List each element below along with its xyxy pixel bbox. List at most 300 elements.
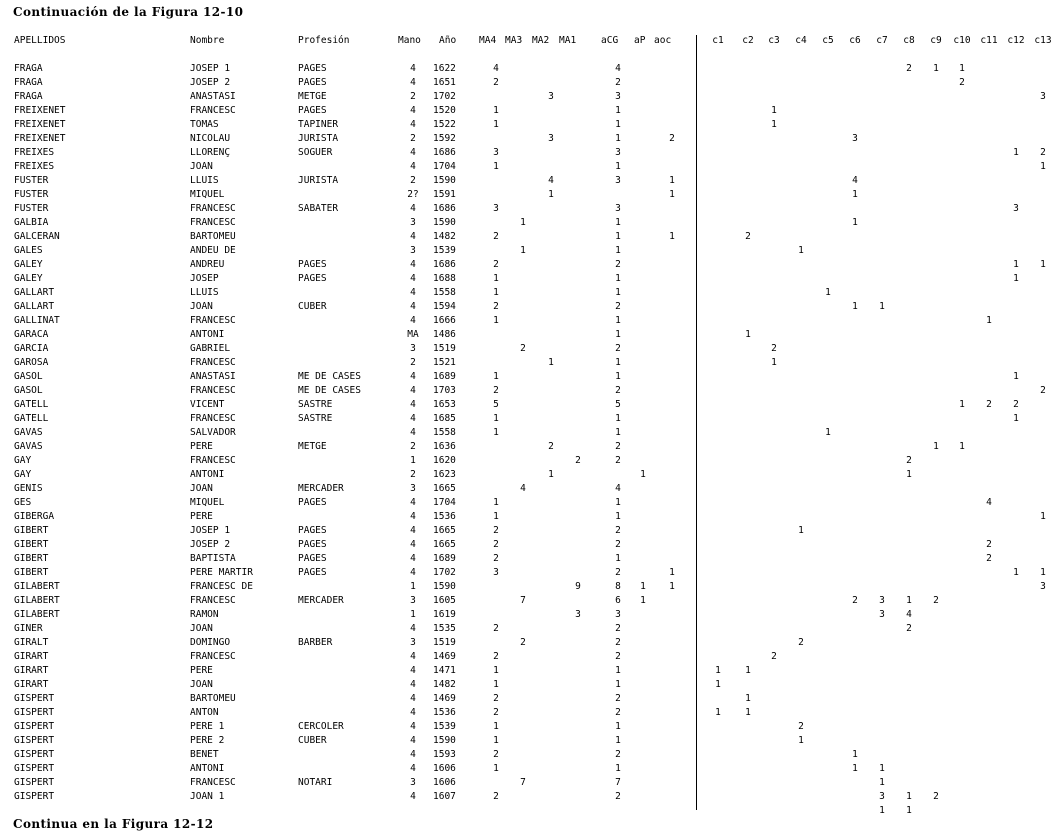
ma-cell: 3 xyxy=(548,91,554,102)
nombre-cell: ANDREU xyxy=(190,259,225,270)
apellido-cell: GALLART xyxy=(14,301,55,312)
mano-cell: 4 xyxy=(410,385,416,396)
mano-cell: 4 xyxy=(410,259,416,270)
mano-cell: 3 xyxy=(410,217,416,228)
mano-cell: 4 xyxy=(410,413,416,424)
profesion-cell: PAGES xyxy=(298,77,327,88)
table-row xyxy=(0,133,1057,147)
col-c13: c13 xyxy=(1034,35,1052,46)
acg-cell: 3 xyxy=(615,175,621,186)
table-row xyxy=(0,679,1057,693)
acg-cell: 1 xyxy=(615,735,621,746)
ma-cell: 9 xyxy=(575,581,581,592)
c-cell: 1 xyxy=(825,427,831,438)
mano-cell: 4 xyxy=(410,63,416,74)
ano-cell: 1592 xyxy=(433,133,456,144)
mano-cell: 3 xyxy=(410,245,416,256)
acg-cell: 7 xyxy=(615,777,621,788)
acg-cell: 1 xyxy=(615,217,621,228)
col-ano: Año xyxy=(439,35,457,46)
ma-cell: 4 xyxy=(493,63,499,74)
aoc-cell: 1 xyxy=(669,581,675,592)
table-row xyxy=(0,791,1057,805)
mano-cell: 4 xyxy=(410,553,416,564)
c-cell: 2 xyxy=(986,553,992,564)
table-row xyxy=(0,105,1057,119)
ma-cell: 1 xyxy=(493,763,499,774)
acg-cell: 2 xyxy=(615,539,621,550)
mano-cell: 4 xyxy=(410,707,416,718)
c-cell: 2 xyxy=(852,595,858,606)
col-c7: c7 xyxy=(876,35,888,46)
nombre-cell: ANTONI xyxy=(190,469,225,480)
c-cell: 3 xyxy=(879,791,885,802)
ano-cell: 1686 xyxy=(433,203,456,214)
c-cell: 1 xyxy=(852,217,858,228)
nombre-cell: PERE xyxy=(190,511,213,522)
apellido-cell: GIBERT xyxy=(14,567,49,578)
mano-cell: 2 xyxy=(410,175,416,186)
col-aoc: aoc xyxy=(654,35,672,46)
ma-cell: 1 xyxy=(493,721,499,732)
acg-cell: 2 xyxy=(615,259,621,270)
c-cell: 2 xyxy=(933,791,939,802)
nombre-cell: JOSEP xyxy=(190,273,219,284)
col-ap: aP xyxy=(634,35,646,46)
profesion-cell: CERCOLER xyxy=(298,721,344,732)
nombre-cell: FRANCESC xyxy=(190,315,236,326)
mano-cell: 4 xyxy=(410,735,416,746)
nombre-cell: SALVADOR xyxy=(190,427,236,438)
ap-cell: 1 xyxy=(640,595,646,606)
table-row xyxy=(0,721,1057,735)
ano-cell: 1590 xyxy=(433,175,456,186)
mano-cell: 4 xyxy=(410,315,416,326)
profesion-cell: ME DE CASES xyxy=(298,385,361,396)
ma-cell: 2 xyxy=(493,77,499,88)
c-cell: 3 xyxy=(852,133,858,144)
ma-cell: 1 xyxy=(493,665,499,676)
aoc-cell: 1 xyxy=(669,231,675,242)
nombre-cell: JOSEP 1 xyxy=(190,525,231,536)
table-row xyxy=(0,343,1057,357)
mano-cell: 4 xyxy=(410,287,416,298)
c-cell: 2 xyxy=(906,455,912,466)
profesion-cell: NOTARI xyxy=(298,777,333,788)
table-row xyxy=(0,63,1057,77)
acg-cell: 2 xyxy=(615,749,621,760)
mano-cell: 4 xyxy=(410,147,416,158)
acg-cell: 2 xyxy=(615,455,621,466)
nombre-cell: ANASTASI xyxy=(190,91,236,102)
mano-cell: 4 xyxy=(410,371,416,382)
ma-cell: 1 xyxy=(493,315,499,326)
acg-cell: 1 xyxy=(615,245,621,256)
c-cell: 1 xyxy=(959,399,965,410)
ma-cell: 2 xyxy=(493,385,499,396)
acg-cell: 1 xyxy=(615,231,621,242)
aoc-cell: 1 xyxy=(669,189,675,200)
profesion-cell: CUBER xyxy=(298,735,327,746)
col-c2: c2 xyxy=(742,35,754,46)
mano-cell: 3 xyxy=(410,595,416,606)
mano-cell: 4 xyxy=(410,791,416,802)
c-cell: 1 xyxy=(906,595,912,606)
table-row xyxy=(0,315,1057,329)
acg-cell: 1 xyxy=(615,357,621,368)
c-cell: 1 xyxy=(715,679,721,690)
nombre-cell: FRANCESC xyxy=(190,455,236,466)
c-cell: 1 xyxy=(771,105,777,116)
ano-cell: 1665 xyxy=(433,483,456,494)
c-cell: 1 xyxy=(771,357,777,368)
profesion-cell: PAGES xyxy=(298,259,327,270)
c-cell: 2 xyxy=(906,63,912,74)
apellido-cell: GAVAS xyxy=(14,427,43,438)
ano-cell: 1702 xyxy=(433,567,456,578)
mano-cell: 1 xyxy=(410,609,416,620)
mano-cell: 3 xyxy=(410,637,416,648)
ma-cell: 4 xyxy=(520,483,526,494)
nombre-cell: JOSEP 2 xyxy=(190,77,231,88)
ano-cell: 1620 xyxy=(433,455,456,466)
c-cell: 1 xyxy=(933,441,939,452)
col-c4: c4 xyxy=(795,35,807,46)
nombre-cell: ANASTASI xyxy=(190,371,236,382)
acg-cell: 2 xyxy=(615,525,621,536)
aoc-cell: 2 xyxy=(669,133,675,144)
table-row xyxy=(0,581,1057,595)
nombre-cell: FRANCESC xyxy=(190,357,236,368)
apellido-cell: FUSTER xyxy=(14,175,49,186)
ano-cell: 1469 xyxy=(433,651,456,662)
table-row xyxy=(0,161,1057,175)
apellido-cell: GIRART xyxy=(14,651,49,662)
ano-cell: 1686 xyxy=(433,259,456,270)
c-cell: 1 xyxy=(745,693,751,704)
apellido-cell: GES xyxy=(14,497,32,508)
mano-cell: 4 xyxy=(410,301,416,312)
nombre-cell: BAPTISTA xyxy=(190,553,236,564)
mano-cell: 4 xyxy=(410,623,416,634)
mano-cell: 4 xyxy=(410,525,416,536)
mano-cell: 4 xyxy=(410,567,416,578)
table-row xyxy=(0,665,1057,679)
figure-heading: Continuación de la Figura 12-10 xyxy=(13,5,244,19)
apellido-cell: FREIXES xyxy=(14,147,55,158)
acg-cell: 1 xyxy=(615,427,621,438)
aoc-cell: 1 xyxy=(669,567,675,578)
table-row xyxy=(0,371,1057,385)
table-row xyxy=(0,539,1057,553)
mano-cell: 4 xyxy=(410,231,416,242)
ano-cell: 1536 xyxy=(433,707,456,718)
nombre-cell: FRANCESC DE xyxy=(190,581,253,592)
nombre-cell: ANTON xyxy=(190,707,219,718)
apellido-cell: FRAGA xyxy=(14,63,43,74)
table-row xyxy=(0,91,1057,105)
nombre-cell: ANTONI xyxy=(190,763,225,774)
acg-cell: 1 xyxy=(615,413,621,424)
ma-cell: 1 xyxy=(493,679,499,690)
nombre-cell: JOSEP 1 xyxy=(190,63,231,74)
c-cell: 1 xyxy=(1013,273,1019,284)
ma-cell: 1 xyxy=(493,497,499,508)
ano-cell: 1702 xyxy=(433,91,456,102)
apellido-cell: GALEY xyxy=(14,259,43,270)
col-c3: c3 xyxy=(768,35,780,46)
table-row xyxy=(0,763,1057,777)
apellido-cell: GIBERT xyxy=(14,525,49,536)
profesion-cell: JURISTA xyxy=(298,175,339,186)
acg-cell: 1 xyxy=(615,665,621,676)
nombre-cell: MIQUEL xyxy=(190,189,225,200)
c-cell: 1 xyxy=(852,763,858,774)
nombre-cell: BENET xyxy=(190,749,219,760)
ma-cell: 3 xyxy=(575,609,581,620)
c-cell: 2 xyxy=(771,651,777,662)
c-cell: 1 xyxy=(906,791,912,802)
apellido-cell: GAROSA xyxy=(14,357,49,368)
nombre-cell: FRANCESC xyxy=(190,651,236,662)
mano-cell: 4 xyxy=(410,497,416,508)
mano-cell: 1 xyxy=(410,581,416,592)
acg-cell: 1 xyxy=(615,371,621,382)
table-row xyxy=(0,329,1057,343)
mano-cell: 4 xyxy=(410,203,416,214)
c-cell: 1 xyxy=(879,763,885,774)
mano-cell: 4 xyxy=(410,273,416,284)
ma-cell: 2 xyxy=(493,707,499,718)
c-cell: 1 xyxy=(933,63,939,74)
col-c6: c6 xyxy=(849,35,861,46)
acg-cell: 8 xyxy=(615,581,621,592)
mano-cell: 4 xyxy=(410,511,416,522)
nombre-cell: FRANCESC xyxy=(190,385,236,396)
mano-cell: 1 xyxy=(410,455,416,466)
col-ma2: MA2 xyxy=(532,35,550,46)
apellido-cell: GARACA xyxy=(14,329,49,340)
nombre-cell: JOAN xyxy=(190,301,213,312)
ano-cell: 1689 xyxy=(433,371,456,382)
ma-cell: 2 xyxy=(493,301,499,312)
mano-cell: 4 xyxy=(410,679,416,690)
mano-cell: 4 xyxy=(410,693,416,704)
aoc-cell: 1 xyxy=(669,175,675,186)
c-cell: 1 xyxy=(1040,567,1046,578)
ano-cell: 1594 xyxy=(433,301,456,312)
table-row xyxy=(0,259,1057,273)
c-cell: 1 xyxy=(745,329,751,340)
acg-cell: 2 xyxy=(615,567,621,578)
col-c1: c1 xyxy=(712,35,724,46)
ano-cell: 1558 xyxy=(433,287,456,298)
profesion-cell: PAGES xyxy=(298,63,327,74)
nombre-cell: PERE 2 xyxy=(190,735,225,746)
table-row xyxy=(0,623,1057,637)
acg-cell: 2 xyxy=(615,77,621,88)
acg-cell: 1 xyxy=(615,497,621,508)
c-cell: 1 xyxy=(1013,567,1019,578)
table-row xyxy=(0,707,1057,721)
profesion-cell: PAGES xyxy=(298,553,327,564)
table-row xyxy=(0,77,1057,91)
ma-cell: 1 xyxy=(493,735,499,746)
profesion-cell: METGE xyxy=(298,91,327,102)
mano-cell: MA xyxy=(407,329,419,340)
ma-cell: 1 xyxy=(548,469,554,480)
mano-cell: 3 xyxy=(410,343,416,354)
apellido-cell: GIRALT xyxy=(14,637,49,648)
ma-cell: 2 xyxy=(493,623,499,634)
mano-cell: 4 xyxy=(410,399,416,410)
ano-cell: 1539 xyxy=(433,721,456,732)
profesion-cell: MERCADER xyxy=(298,595,344,606)
ma-cell: 2 xyxy=(493,231,499,242)
ano-cell: 1623 xyxy=(433,469,456,480)
acg-cell: 5 xyxy=(615,399,621,410)
apellido-cell: FREIXENET xyxy=(14,119,66,130)
nombre-cell: ANTONI xyxy=(190,329,225,340)
ma-cell: 2 xyxy=(493,651,499,662)
apellido-cell: FUSTER xyxy=(14,203,49,214)
apellido-cell: GILABERT xyxy=(14,581,60,592)
profesion-cell: CUBER xyxy=(298,301,327,312)
c-cell: 3 xyxy=(879,609,885,620)
profesion-cell: PAGES xyxy=(298,525,327,536)
ano-cell: 1590 xyxy=(433,217,456,228)
mano-cell: 3 xyxy=(410,483,416,494)
apellido-cell: GALLART xyxy=(14,287,55,298)
apellido-cell: FREIXENET xyxy=(14,133,66,144)
c-cell: 1 xyxy=(1013,147,1019,158)
table-row xyxy=(0,637,1057,651)
mano-cell: 4 xyxy=(410,77,416,88)
apellido-cell: GISPERT xyxy=(14,721,55,732)
table-row xyxy=(0,651,1057,665)
table-row xyxy=(0,567,1057,581)
table-row xyxy=(0,469,1057,483)
ma-cell: 2 xyxy=(493,539,499,550)
ma-cell: 1 xyxy=(520,245,526,256)
ma-cell: 3 xyxy=(493,147,499,158)
apellido-cell: GISPERT xyxy=(14,777,55,788)
apellido-cell: GISPERT xyxy=(14,791,55,802)
ma-cell: 1 xyxy=(493,273,499,284)
ma-cell: 1 xyxy=(548,357,554,368)
table-row xyxy=(0,287,1057,301)
mano-cell: 3 xyxy=(410,777,416,788)
nombre-cell: JOAN xyxy=(190,161,213,172)
ano-cell: 1606 xyxy=(433,763,456,774)
c-cell: 1 xyxy=(959,63,965,74)
table-row xyxy=(0,483,1057,497)
c-cell: 2 xyxy=(1040,147,1046,158)
col-profesion: Profesión xyxy=(298,35,350,46)
nombre-cell: BARTOMEU xyxy=(190,231,236,242)
profesion-cell: PAGES xyxy=(298,105,327,116)
profesion-cell: PAGES xyxy=(298,497,327,508)
nombre-cell: FRANCESC xyxy=(190,203,236,214)
apellido-cell: FRAGA xyxy=(14,91,43,102)
col-nombre: Nombre xyxy=(190,35,225,46)
table-row xyxy=(0,231,1057,245)
nombre-cell: DOMINGO xyxy=(190,637,231,648)
acg-cell: 2 xyxy=(615,637,621,648)
nombre-cell: TOMAS xyxy=(190,119,219,130)
table-row xyxy=(0,147,1057,161)
c-cell: 1 xyxy=(825,287,831,298)
mano-cell: 2 xyxy=(410,469,416,480)
profesion-cell: SABATER xyxy=(298,203,339,214)
ma-cell: 2 xyxy=(520,637,526,648)
c-cell: 3 xyxy=(879,595,885,606)
table-row xyxy=(0,189,1057,203)
acg-cell: 1 xyxy=(615,553,621,564)
acg-cell: 1 xyxy=(615,511,621,522)
c-cell: 2 xyxy=(1040,385,1046,396)
c-cell: 4 xyxy=(986,497,992,508)
col-apellidos: APELLIDOS xyxy=(14,35,66,46)
ma-cell: 2 xyxy=(575,455,581,466)
nombre-cell: PERE 1 xyxy=(190,721,225,732)
acg-cell: 6 xyxy=(615,595,621,606)
acg-cell: 1 xyxy=(615,161,621,172)
c-cell: 1 xyxy=(1013,259,1019,270)
mano-cell: 4 xyxy=(410,665,416,676)
nombre-cell: GABRIEL xyxy=(190,343,231,354)
table-row xyxy=(0,693,1057,707)
c-cell: 2 xyxy=(1013,399,1019,410)
mano-cell: 4 xyxy=(410,763,416,774)
ma-cell: 1 xyxy=(493,371,499,382)
ano-cell: 1622 xyxy=(433,63,456,74)
col-c10: c10 xyxy=(953,35,971,46)
col-c12: c12 xyxy=(1007,35,1025,46)
table-row xyxy=(0,217,1057,231)
mano-cell: 2 xyxy=(410,357,416,368)
table-row xyxy=(0,245,1057,259)
ma-cell: 1 xyxy=(493,105,499,116)
table-row xyxy=(0,413,1057,427)
table-row xyxy=(0,609,1057,623)
nombre-cell: PERE xyxy=(190,665,213,676)
c-cell: 1 xyxy=(715,707,721,718)
apellido-cell: GALCERAN xyxy=(14,231,60,242)
ma-cell: 1 xyxy=(493,511,499,522)
apellido-cell: FUSTER xyxy=(14,189,49,200)
acg-cell: 3 xyxy=(615,91,621,102)
mano-cell: 4 xyxy=(410,539,416,550)
c-cell: 2 xyxy=(933,595,939,606)
apellido-cell: FREIXENET xyxy=(14,105,66,116)
acg-cell: 1 xyxy=(615,679,621,690)
c-cell: 1 xyxy=(1013,413,1019,424)
ano-cell: 1688 xyxy=(433,273,456,284)
c-cell: 1 xyxy=(879,805,885,816)
col-c9: c9 xyxy=(930,35,942,46)
nombre-cell: LLUIS xyxy=(190,287,219,298)
ano-cell: 1535 xyxy=(433,623,456,634)
apellido-cell: GISPERT xyxy=(14,749,55,760)
c-cell: 2 xyxy=(771,343,777,354)
c-cell: 1 xyxy=(771,119,777,130)
profesion-cell: MERCADER xyxy=(298,483,344,494)
c-cell: 2 xyxy=(959,77,965,88)
ma-cell: 2 xyxy=(493,525,499,536)
acg-cell: 1 xyxy=(615,329,621,340)
mano-cell: 2 xyxy=(410,441,416,452)
